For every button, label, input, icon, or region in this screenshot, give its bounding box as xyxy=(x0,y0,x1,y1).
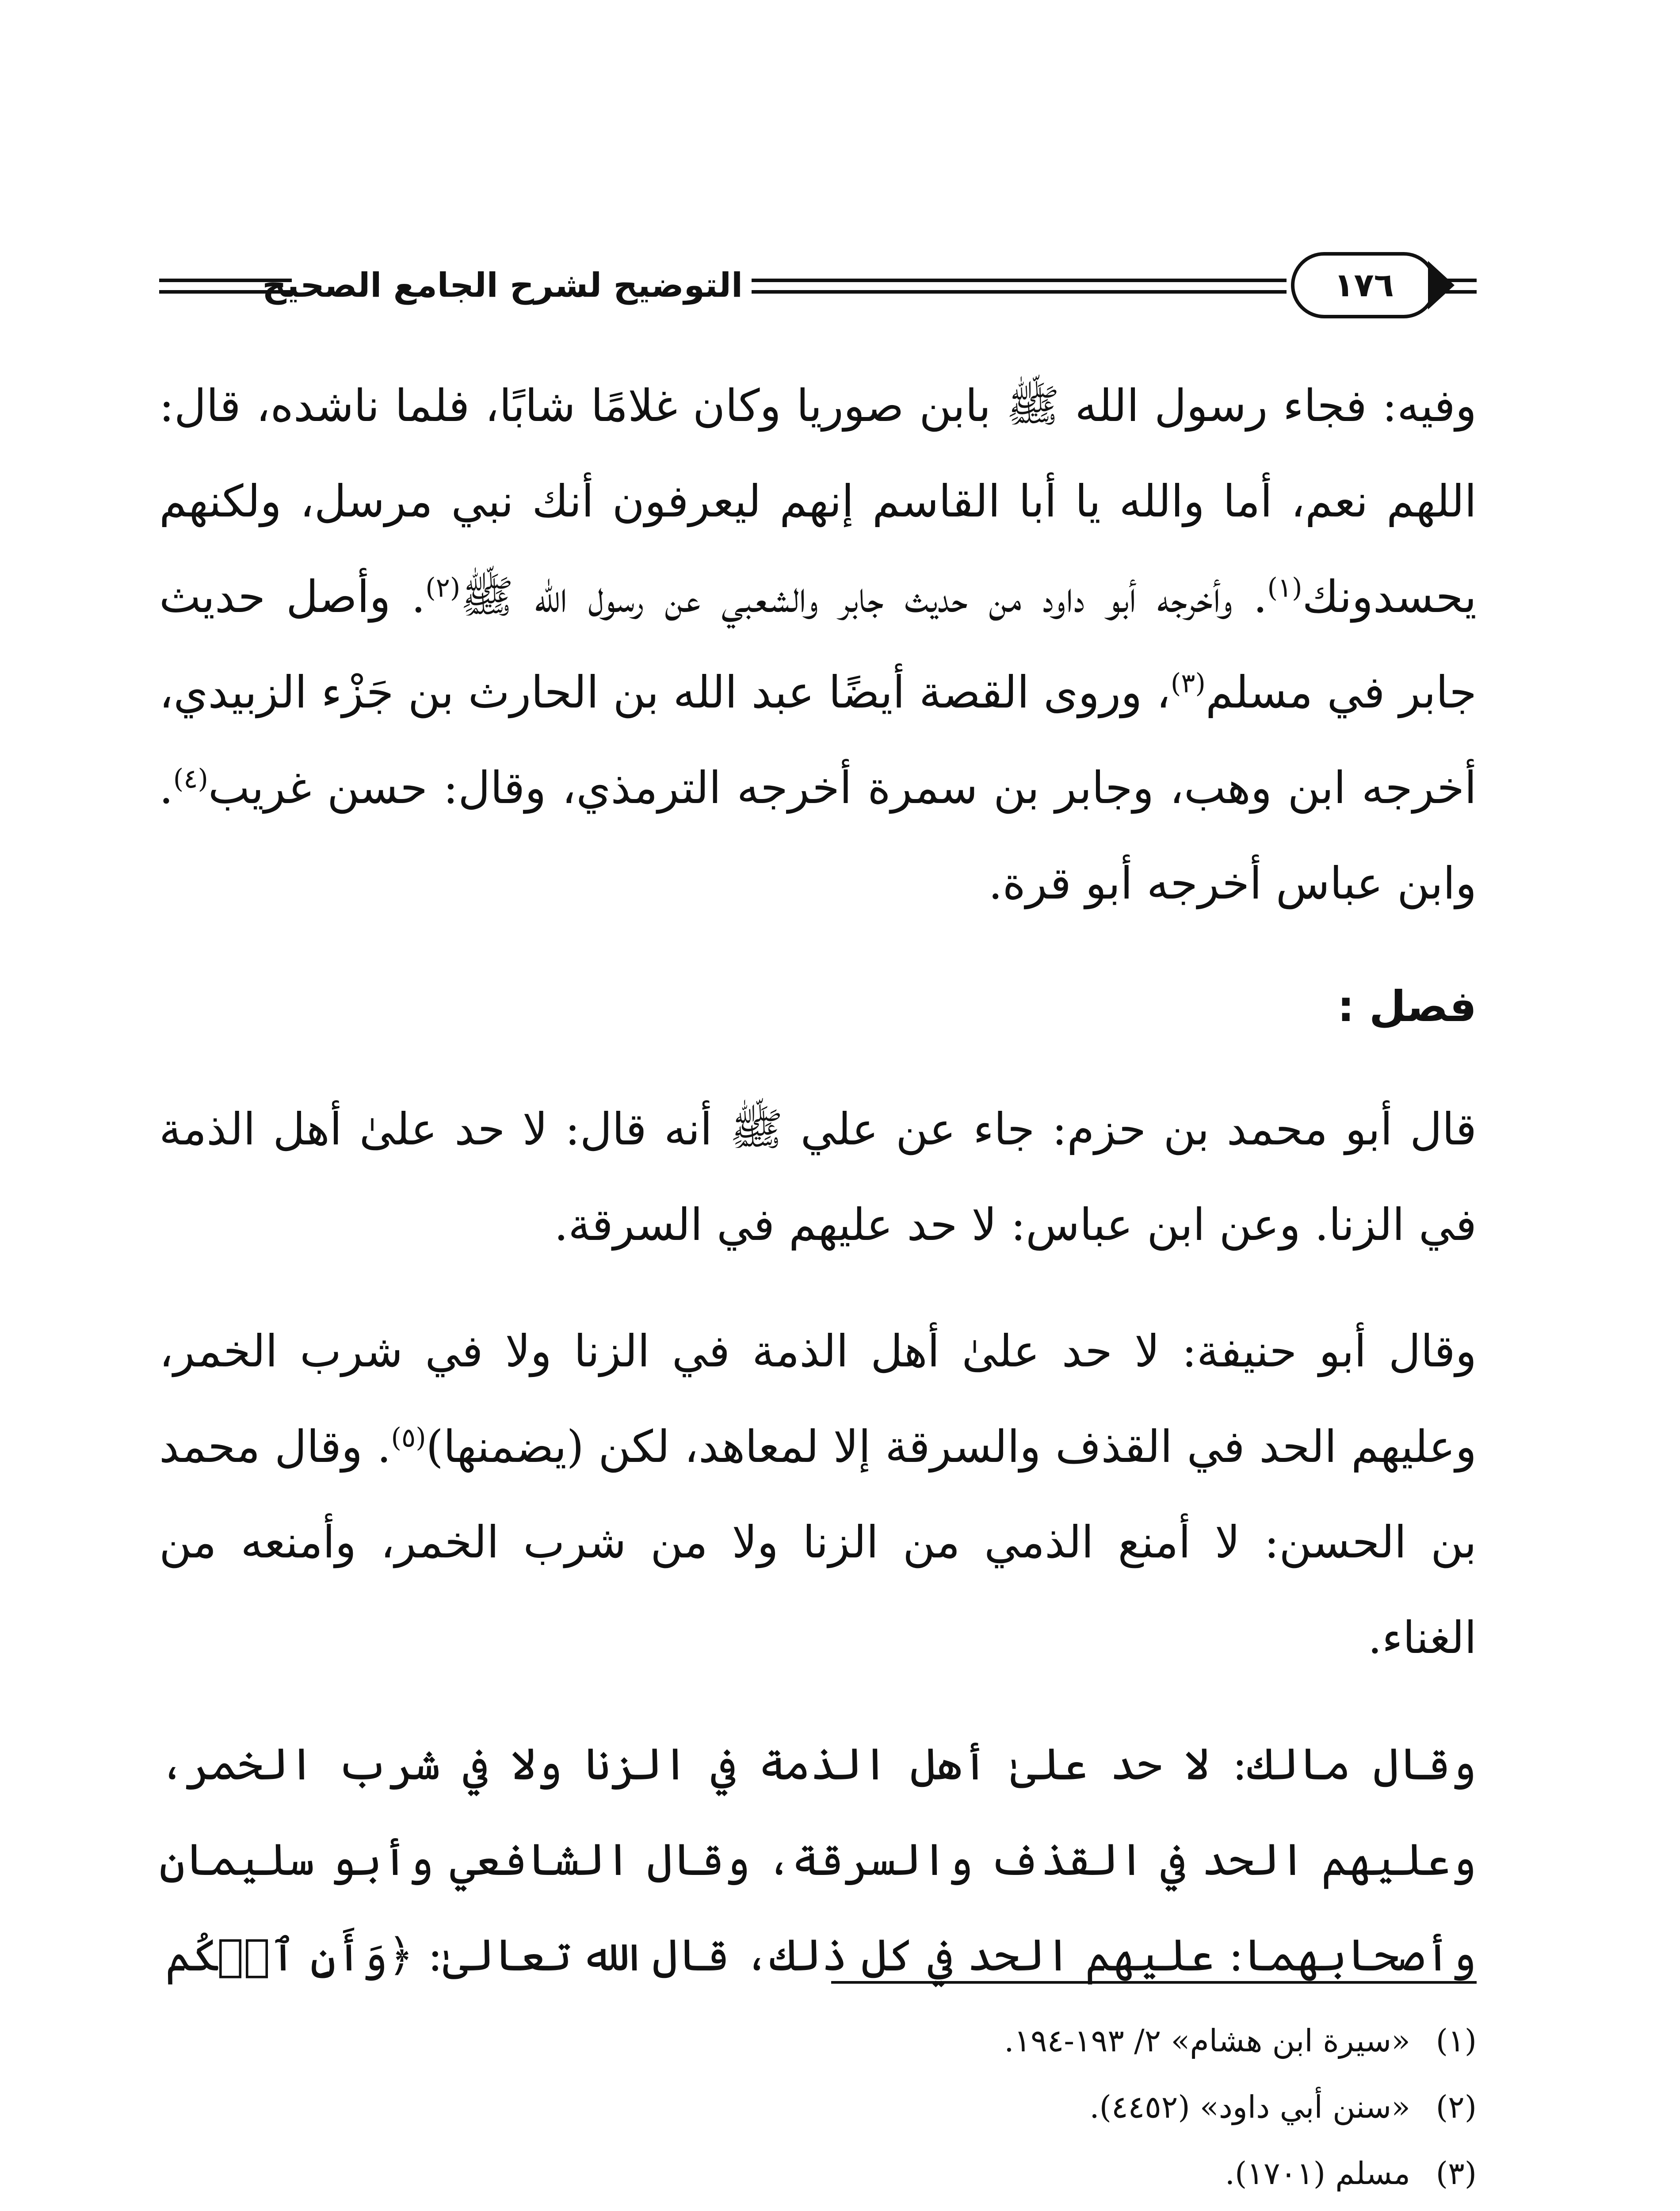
footnote-3 xyxy=(159,2140,1477,2207)
paragraph-1-text-a: وفيه: فجاء رسول الله ﷺ بابن صوريا وكان غلامًا شابًا، فلما ناشده، قال: اللهم نعم، أما والله يا أبا القاسم إنهم ليعرفون أنك نبي مرسل، ولكنهم يحسدونك xyxy=(159,380,1477,623)
page-number-ornament xyxy=(1428,261,1455,310)
footnote-separator xyxy=(831,1981,1477,1984)
paragraph-2: قال أبو محمد بن حزم: جاء عن علي ﷺ أنه قال: لا حد علىٰ أهل الذمة في الزنا. وعن ابن عباس: لا حد عليهم في السرقة. xyxy=(159,1103,1477,1251)
paragraph-1-text-d: ، وروى القصة أيضًا عبد الله بن الحارث بن جَزْء الزبيدي، أخرجه ابن وهب، وجابر بن سمرة أخرجه الترمذي، وقال: حسن غريب xyxy=(159,666,1477,814)
footnote-text: مسلم (١٧٠١). xyxy=(1225,2155,1410,2192)
footnote-mark: (٢) xyxy=(1436,2089,1477,2125)
footnote-ref-5[interactable]: (٥) xyxy=(391,1422,426,1454)
footnote-ref-4[interactable]: (٤) xyxy=(173,763,208,795)
page-number: ١٧٦ xyxy=(1334,266,1394,304)
footnote-text xyxy=(159,2207,1410,2211)
footnote-ref-3[interactable]: (٣) xyxy=(1170,668,1206,699)
paragraph-1-text-e: . وابن عباس أخرجه أبو قرة. xyxy=(159,762,1477,909)
footnote-mark: (١) xyxy=(1436,2023,1477,2059)
paragraph-3-text-a: وقال أبو حنيفة: لا حد علىٰ أهل الذمة في الزنا ولا في شرب الخمر، وعليهم الحد في القذف والسرقة إلا لمعاهد، لكن (يضمنها) xyxy=(159,1325,1477,1473)
footnote-ref-2[interactable]: (٢) xyxy=(425,572,461,604)
page-number-frame xyxy=(1291,252,1437,318)
footnote-mark xyxy=(1410,2207,1477,2211)
paragraph-1 xyxy=(159,358,1477,931)
footnote-text: «سيرة ابن هشام» ٢/ ١٩٣-١٩٤. xyxy=(1004,2023,1410,2059)
footnote-1 xyxy=(159,2008,1477,2074)
page-header xyxy=(159,248,1477,323)
main-text xyxy=(159,358,1477,2034)
running-title: التوضيح لشرح الجامع الصحيح xyxy=(262,265,743,305)
footnote-text: «سنن أبي داود» (٤٤٥٢). xyxy=(1089,2089,1410,2125)
footnote-2 xyxy=(159,2074,1477,2140)
paragraph-1-text-c: . وأصل حديث جابر في مسلم xyxy=(159,571,1477,718)
paragraph-1-text-b: . وأخرجه أبو داود من حديث جابر والشعبي عن رسول الله ﷺ xyxy=(460,571,1268,623)
paragraph-3 xyxy=(159,1304,1477,1686)
paragraph-3-text-b: . وقال محمد بن الحسن: لا أمنع الذمي من الزنا ولا من شرب الخمر، وأمنعه من الغناء. xyxy=(159,1421,1477,1664)
footnote-ref-1[interactable]: (١) xyxy=(1267,572,1302,604)
footnotes xyxy=(159,2008,1477,2211)
footnote-mark: (٣) xyxy=(1436,2155,1477,2192)
section-heading: فصل : xyxy=(1337,982,1477,1031)
footnote-4 xyxy=(159,2207,1477,2211)
paragraph-4: وقال مالك: لا حد علىٰ أهل الذمة في الزنا ولا في شرب الخمر، وعليهم الحد في القذف والسرقة، وقال الشافعي وأبو سليمان وأصحابهما: عليهم الحد في كل ذلك، قال الله تعالىٰ: ﴿وَأَنِ ٱحۡكُم xyxy=(159,1738,1477,1981)
